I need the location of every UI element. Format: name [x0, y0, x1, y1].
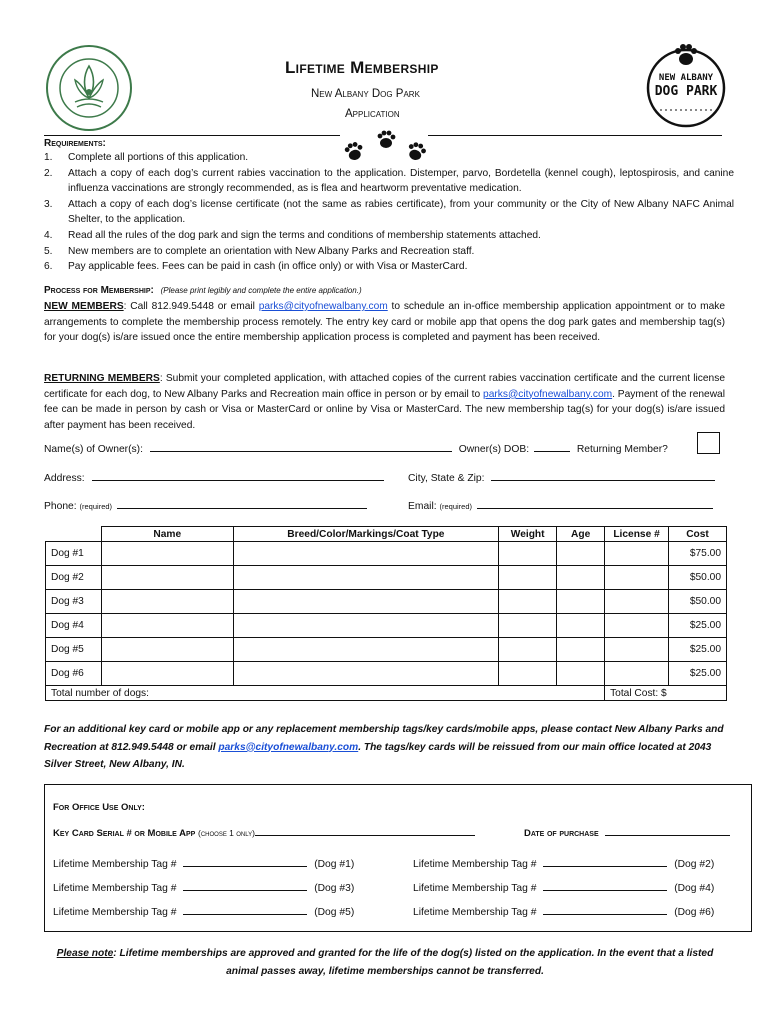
tag-row: Lifetime Membership Tag # (Dog #4): [413, 880, 714, 894]
email-link[interactable]: parks@cityofnewalbany.com: [483, 388, 613, 400]
table-row: Dog #3 $50.00: [46, 590, 727, 614]
breed-cell[interactable]: [233, 614, 499, 638]
phone-field[interactable]: [117, 498, 367, 509]
key-card-row: Key Card Serial # or Mobile App (choose 1 only): [53, 825, 475, 839]
tag-row: Lifetime Membership Tag # (Dog #1): [53, 856, 354, 870]
column-header: Name: [101, 527, 233, 542]
table-row: Dog #1 $75.00: [46, 542, 727, 566]
footer-note-label: Please note: [56, 948, 114, 959]
phone-row: Phone: (required): [44, 498, 367, 512]
dog-name-cell[interactable]: [101, 662, 233, 686]
dog-name-cell[interactable]: [101, 566, 233, 590]
age-cell[interactable]: [557, 566, 605, 590]
weight-cell[interactable]: [499, 542, 557, 566]
tag-field[interactable]: [543, 880, 667, 891]
dog-name-cell[interactable]: [101, 590, 233, 614]
column-header: Age: [557, 527, 605, 542]
returning-members-paragraph: RETURNING MEMBERS: Submit your completed application, with attached copies of the current rabies vaccination certificate and the current license certificate for each dog, to New Albany Parks and Recreation main office in person or by email to parks@cityofnewalbany.com. Payment of the renewal fee can be made in person by cash or Visa or MasterCard or online by Visa or MasterCard. The new membership tag(s) for your dog(s) is/are issued after payment has been received.: [44, 373, 725, 431]
column-header: License #: [605, 527, 669, 542]
email-field[interactable]: [477, 498, 713, 509]
age-cell[interactable]: [557, 542, 605, 566]
license-cell[interactable]: [605, 638, 669, 662]
table-header-row: [46, 527, 727, 542]
page-subtitle-2: Application: [345, 108, 400, 120]
tag-field[interactable]: [183, 856, 307, 867]
email-row: Email: (required): [408, 498, 713, 512]
returning-member-checkbox[interactable]: [697, 432, 720, 454]
breed-cell[interactable]: [233, 590, 499, 614]
breed-cell[interactable]: [233, 638, 499, 662]
list-item: 1. Complete all portions of this application.: [44, 152, 249, 163]
total-dogs-cell[interactable]: Total number of dogs:: [46, 686, 605, 701]
dog-name-cell[interactable]: [101, 542, 233, 566]
requirements-list: [44, 150, 734, 275]
weight-cell[interactable]: [499, 590, 557, 614]
purchase-date-field[interactable]: [605, 825, 730, 836]
age-cell[interactable]: [557, 638, 605, 662]
table-row: Dog #4 $25.00: [46, 614, 727, 638]
tag-row: Lifetime Membership Tag # (Dog #2): [413, 856, 714, 870]
footer-note: Please note: Lifetime memberships are approved and granted for the life of the dog(s) listed on the application. In the event that a listed animal passes away, lifetime memberships cannot be transferred.: [56, 948, 714, 977]
age-cell[interactable]: [557, 662, 605, 686]
column-header: Weight: [499, 527, 557, 542]
weight-cell[interactable]: [499, 614, 557, 638]
email-link[interactable]: parks@cityofnewalbany.com: [258, 301, 388, 312]
header-rule-right: [428, 135, 722, 136]
logo-text-2: DOG PARK: [654, 84, 718, 99]
age-cell[interactable]: [557, 590, 605, 614]
breed-cell[interactable]: [233, 542, 499, 566]
list-item: 2. Attach a copy of each dog’s current rabies vaccination to the application. Distemper, parvo, Bordetella (kennel cough), leptospirosis, and canine influenza vaccinations are strongly recommended, as is flea and heartworm preventative medication.: [44, 167, 734, 195]
office-heading: For Office Use Only:: [53, 802, 145, 813]
logo-text-1: NEW ALBANY: [658, 73, 714, 83]
requirements-heading: Requirements:: [44, 138, 106, 149]
table-total-row: [46, 686, 727, 701]
dogs-table: [45, 526, 727, 701]
weight-cell[interactable]: [499, 662, 557, 686]
page-subtitle-1: New Albany Dog Park: [311, 88, 420, 100]
returning-members-label: RETURNING MEMBERS: [44, 373, 160, 384]
process-heading-row: [44, 285, 362, 296]
new-members-paragraph: NEW MEMBERS: Call 812.949.5448 or email parks@cityofnewalbany.com to schedule an in-office membership application appointment or to make arrangements to complete the membership process remotely. The entry key card or mobile app that opens the dog park gates and membership tag(s) for your dog(s) is/are issued once the entire membership application process is completed and payment has been received.: [44, 301, 726, 344]
tag-field[interactable]: [183, 904, 307, 915]
dog-name-cell[interactable]: [101, 638, 233, 662]
license-cell[interactable]: [605, 542, 669, 566]
tag-field[interactable]: [183, 880, 307, 891]
age-cell[interactable]: [557, 614, 605, 638]
list-item: 6. Pay applicable fees. Fees can be paid in cash (in office only) or with Visa or MasterCard.: [44, 261, 468, 273]
total-cost-cell[interactable]: Total Cost: $: [605, 686, 727, 701]
process-note: (Please print legibly and complete the entire application.): [160, 286, 362, 295]
tag-row: Lifetime Membership Tag # (Dog #5): [53, 904, 354, 918]
dog-park-logo: [642, 40, 730, 128]
license-cell[interactable]: [605, 614, 669, 638]
table-row: Dog #6 $25.00: [46, 662, 727, 686]
tag-row: Lifetime Membership Tag # (Dog #3): [53, 880, 354, 894]
table-row: Dog #5 $25.00: [46, 638, 727, 662]
address-row: Address:: [44, 470, 384, 484]
header-rule-left: [44, 135, 340, 136]
license-cell[interactable]: [605, 566, 669, 590]
list-item: 5. New members are to complete an orientation with New Albany Parks and Recreation staff.: [44, 245, 475, 257]
license-cell[interactable]: [605, 590, 669, 614]
parks-seal-logo: [45, 44, 133, 132]
table-row: Dog #2 $50.00: [46, 566, 727, 590]
weight-cell[interactable]: [499, 566, 557, 590]
column-header: Cost: [669, 527, 727, 542]
city-row: City, State & Zip:: [408, 470, 715, 484]
tag-row: Lifetime Membership Tag # (Dog #6): [413, 904, 714, 918]
email-link[interactable]: parks@cityofnewalbany.com: [218, 741, 359, 753]
dog-name-cell[interactable]: [101, 614, 233, 638]
breed-cell[interactable]: [233, 662, 499, 686]
owner-dob-field[interactable]: [534, 441, 570, 452]
address-field[interactable]: [92, 470, 384, 481]
owner-name-row: Name(s) of Owner(s): Owner(s) DOB: Returning Member?: [44, 441, 668, 455]
date-row: Date of purchase: [524, 825, 730, 839]
tag-field[interactable]: [543, 904, 667, 915]
new-members-label: NEW MEMBERS: [44, 301, 124, 312]
city-state-zip-field[interactable]: [491, 470, 715, 481]
tag-field[interactable]: [543, 856, 667, 867]
breed-cell[interactable]: [233, 566, 499, 590]
column-header: Breed/Color/Markings/Coat Type: [233, 527, 499, 542]
license-cell[interactable]: [605, 662, 669, 686]
process-heading: Process for Membership:: [44, 285, 154, 296]
owner-name-field[interactable]: [150, 441, 452, 452]
page-title: Lifetime Membership: [285, 58, 439, 77]
additional-note: For an additional key card or mobile app or any replacement membership tags/key cards/mobile apps, please contact New Albany Parks and Recreation at 812.949.5448 or email parks@cityofnewalbany.com. The tags/key cards will be reissued from our main office located at 2043 Silver Street, New Albany, IN.: [44, 724, 724, 770]
list-item: 4. Read all the rules of the dog park and sign the terms and conditions of membership statements attached.: [44, 229, 541, 241]
weight-cell[interactable]: [499, 638, 557, 662]
key-card-field[interactable]: [255, 825, 475, 836]
list-item: 3. Attach a copy of each dog’s license certificate (not the same as rabies certificate), from your community or the City of New Albany NAFC Animal Shelter, to the application.: [44, 198, 734, 226]
